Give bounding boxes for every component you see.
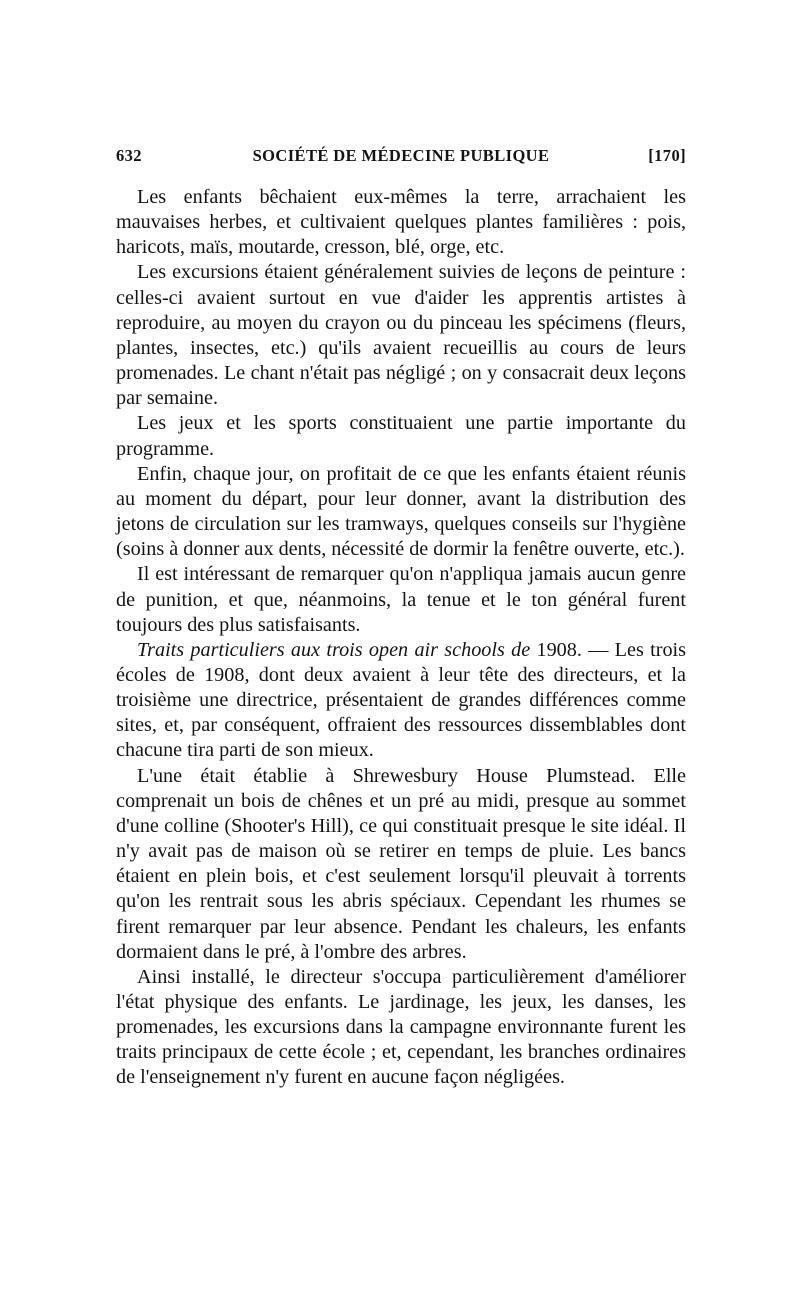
paragraph-director-focus: Ainsi installé, le directeur s'occupa particulièrement d'améliorer l'état physique des enfants. Le jardinage, les jeux, les danses, les promenades, les excursions dans la campagne environnante furent les traits principaux de cette école ; et, cependant, les branches ordinaires de l'enseignement n'y furent en aucune façon négligées. [116, 965, 686, 1089]
paragraph-shrewesbury-house: L'une était établie à Shrewesbury House Plumstead. Elle comprenait un bois de chênes et un pré au midi, presque au sommet d'une colline (Shooter's Hill), ce qui constituait presque le site idéal. Il n'y avait pas de maison où se retirer en temps de pluie. Les bancs étaient en plein bois, et c'est seulement lorsqu'il pleuvait à torrents qu'on les rentrait sous les abris spéciaux. Cependant les rhumes se firent remarquer par leur absence. Pendant les chaleurs, les enfants dormaient dans le pré, à l'ombre des arbres. [116, 764, 686, 963]
section-number: [170] [648, 146, 686, 165]
paragraph-three-schools [116, 638, 686, 764]
paragraph-hygiene-advice: Enfin, chaque jour, on profitait de ce que les enfants étaient réunis au moment du départ, pour leur donner, avant la distribution des jetons de circulation sur les tramways, quelques conseils sur l'hygiène (soins à donner aux dents, nécessité de dormir la fenêtre ouverte, etc.). [116, 462, 686, 561]
running-title: SOCIÉTÉ DE MÉDECINE PUBLIQUE [252, 146, 550, 165]
book-page [116, 146, 686, 1091]
paragraph-gardening: Les enfants bêchaient eux-mêmes la terre, arrachaient les mauvaises herbes, et cultivaient quelques plantes familières : pois, haricots, maïs, moutarde, cresson, blé, orge, etc. [116, 186, 686, 259]
paragraph-painting-lessons: Les excursions étaient généralement suivies de leçons de peinture : celles-ci avaient surtout en vue d'aider les apprentis artistes à reproduire, au moyen du crayon ou du pinceau les spécimens (fleurs, plantes, insectes, etc.) qu'ils avaient recueillis au cours de leurs promenades. Le chant n'était pas négligé ; on y consacrait deux leçons par semaine. [116, 261, 686, 410]
running-head [116, 146, 686, 172]
page-number: 632 [116, 146, 142, 165]
section-heading-italic: Traits particuliers aux trois open air schools de [137, 638, 531, 661]
body-text [116, 185, 686, 1091]
paragraph-games-sports: Les jeux et les sports constituaient une partie importante du programme. [116, 412, 686, 460]
paragraph-no-punishment: Il est intéressant de remarquer qu'on n'appliqua jamais aucun genre de punition, et que, néanmoins, la tenue et le ton général furent toujours des plus satisfaisants. [116, 563, 686, 636]
paragraph-three-schools-text: 1908. — Les trois écoles de 1908, dont deux avaient à leur tête des directeurs, et la troisième une directrice, présentaient de grandes différences comme sites, et, par conséquent, offraient des ressources dissemblables dont chacune tira parti de son mieux. [116, 638, 686, 762]
